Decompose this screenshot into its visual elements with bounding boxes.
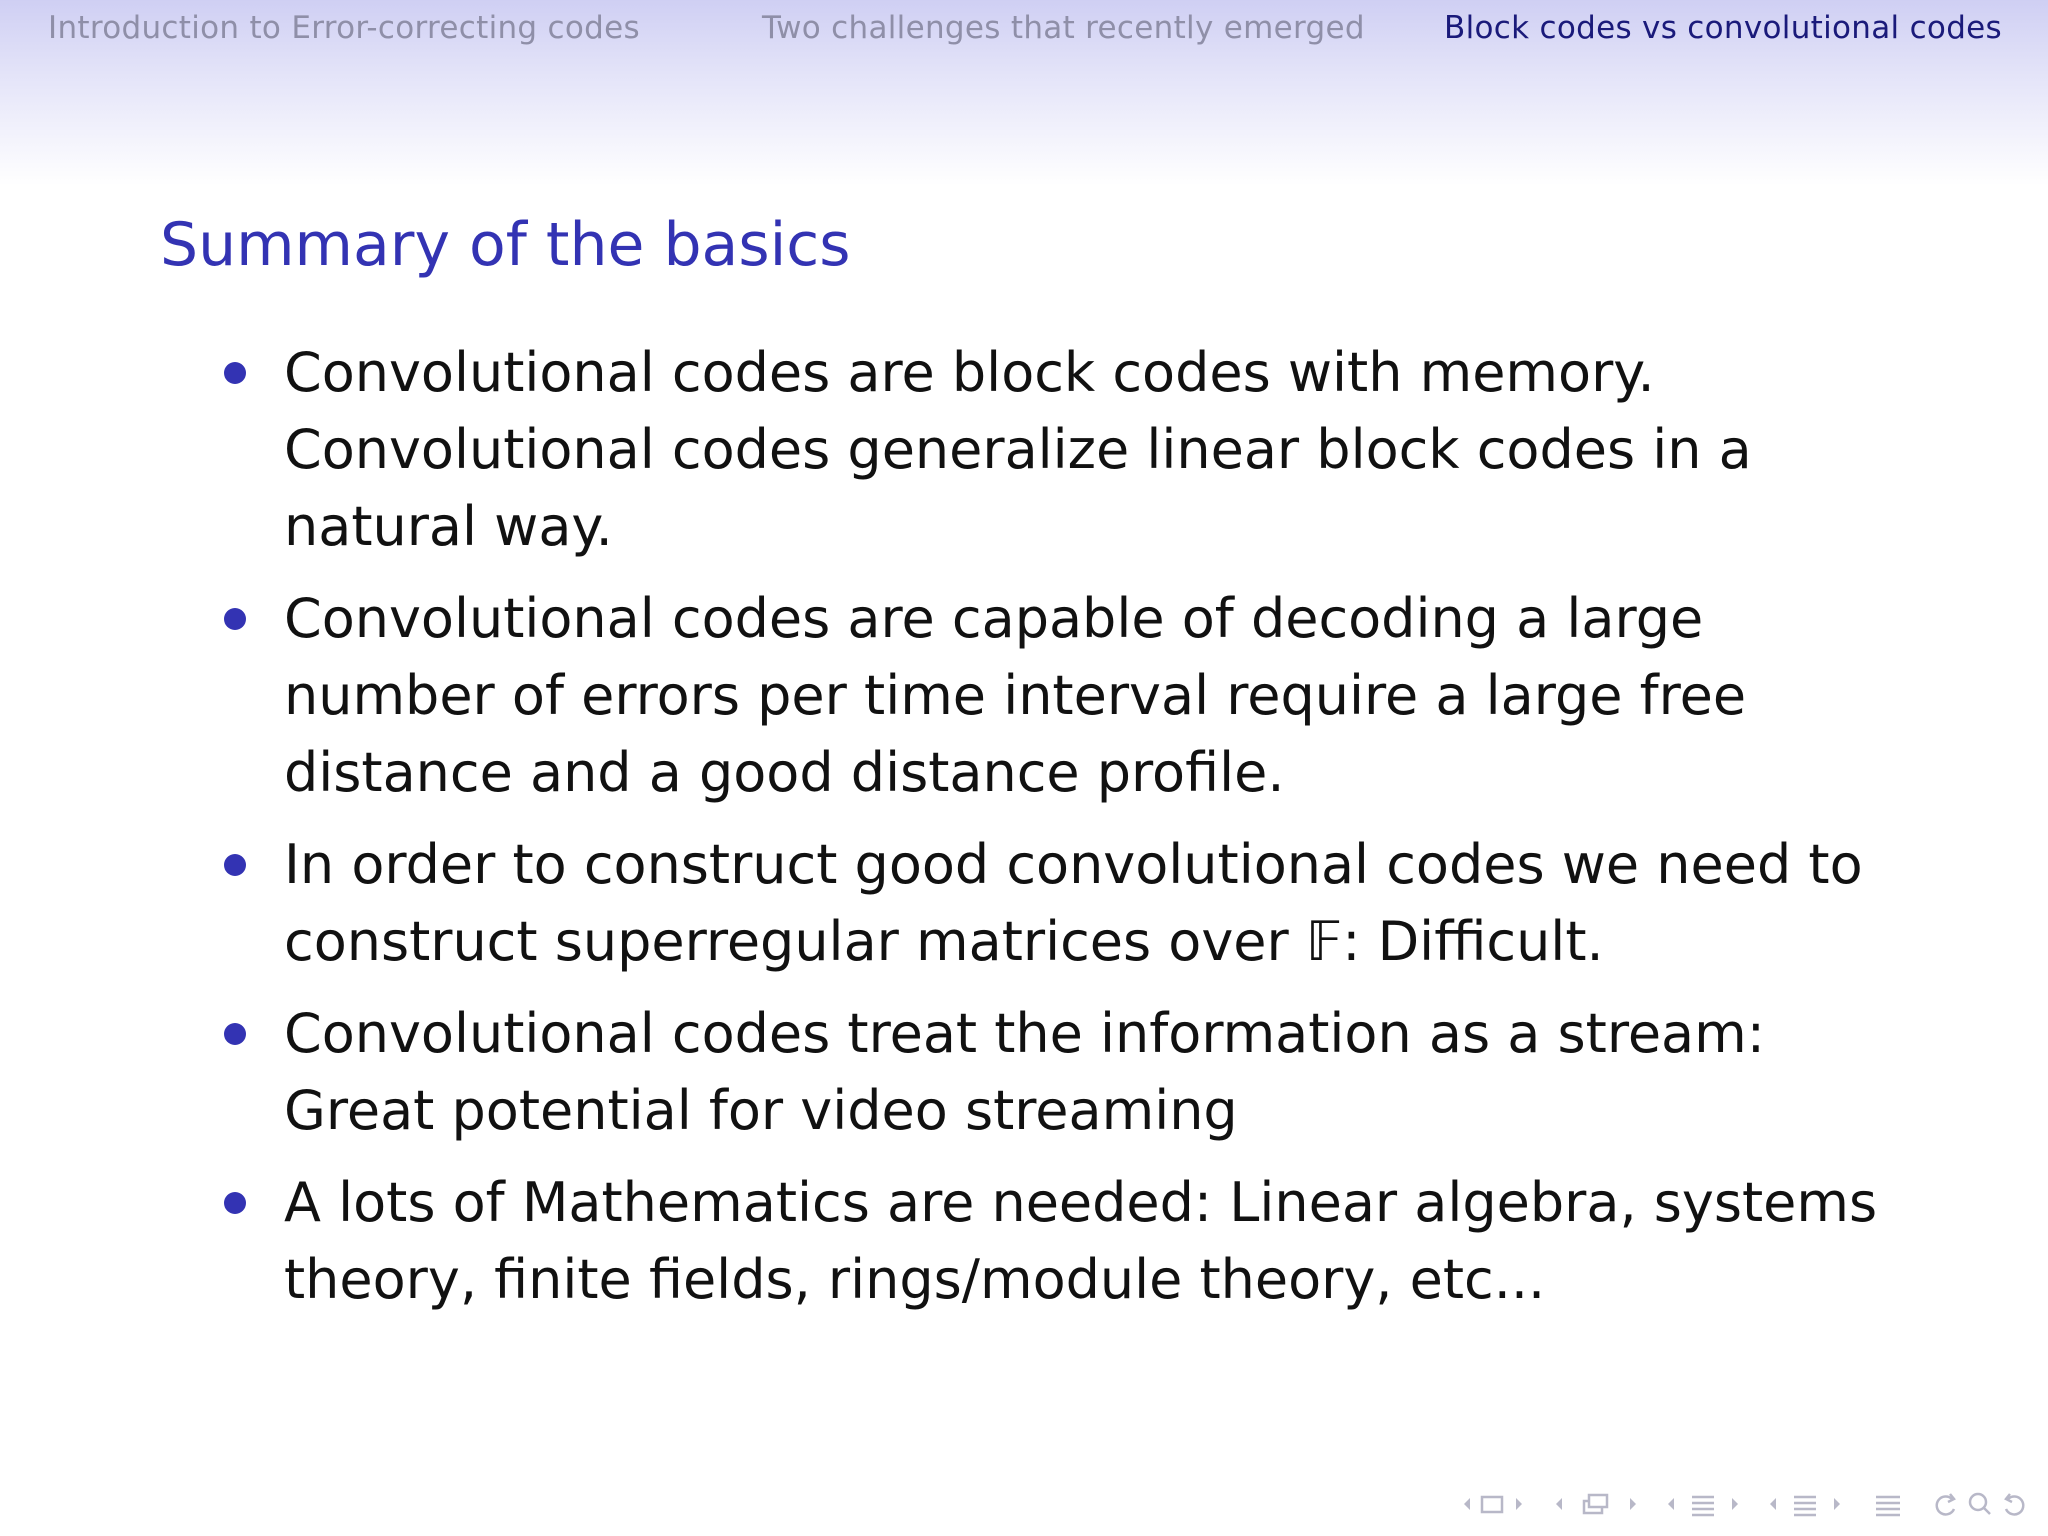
bullet-text: Convolutional codes are block codes with memory. Convolutional codes generalize linear block codes in a natural way. — [284, 341, 1752, 558]
bullet-icon — [224, 1192, 246, 1214]
beamer-navigation-symbols — [1460, 1480, 2030, 1528]
bullet-item — [224, 1164, 1884, 1318]
section-nav-icon[interactable] — [1664, 1489, 1744, 1519]
bullet-item — [224, 334, 1884, 565]
bullet-icon — [224, 608, 246, 630]
bullet-icon — [224, 1023, 246, 1045]
nav-section-block-vs-convolutional[interactable]: Block codes vs convolutional codes — [1444, 10, 2002, 46]
subsection-list-nav-icon[interactable] — [1766, 1489, 1846, 1519]
bullet-text: Convolutional codes are capable of decoding a large number of errors per time interval require a large free distance and a good distance profile. — [284, 587, 1747, 804]
frame-nav-icon[interactable] — [1460, 1489, 1530, 1519]
bullet-text: A lots of Mathematics are needed: Linear algebra, systems theory, finite fields, rings/module theory, etc... — [284, 1171, 1878, 1311]
nav-section-challenges[interactable]: Two challenges that recently emerged — [762, 10, 1365, 46]
bullet-icon — [224, 854, 246, 876]
bullet-item — [224, 580, 1884, 811]
bullet-text: In order to construct good convolutional codes we need to construct superregular matrices over 𝔽: Difficult. — [284, 833, 1863, 973]
bullet-item — [224, 995, 1884, 1149]
bullet-item — [224, 826, 1884, 980]
header-bar — [0, 0, 2048, 186]
bullet-text: Convolutional codes treat the information as a stream: Great potential for video streaming — [284, 1002, 1765, 1142]
back-forward-search-icon[interactable] — [1930, 1489, 2030, 1519]
outline-nav-icon[interactable] — [1868, 1489, 1908, 1519]
bullet-icon — [224, 362, 246, 384]
frame-title: Summary of the basics — [160, 210, 851, 280]
bullet-list — [224, 334, 1884, 1333]
subsection-nav-icon[interactable] — [1552, 1489, 1642, 1519]
nav-section-intro[interactable]: Introduction to Error-correcting codes — [48, 10, 640, 46]
